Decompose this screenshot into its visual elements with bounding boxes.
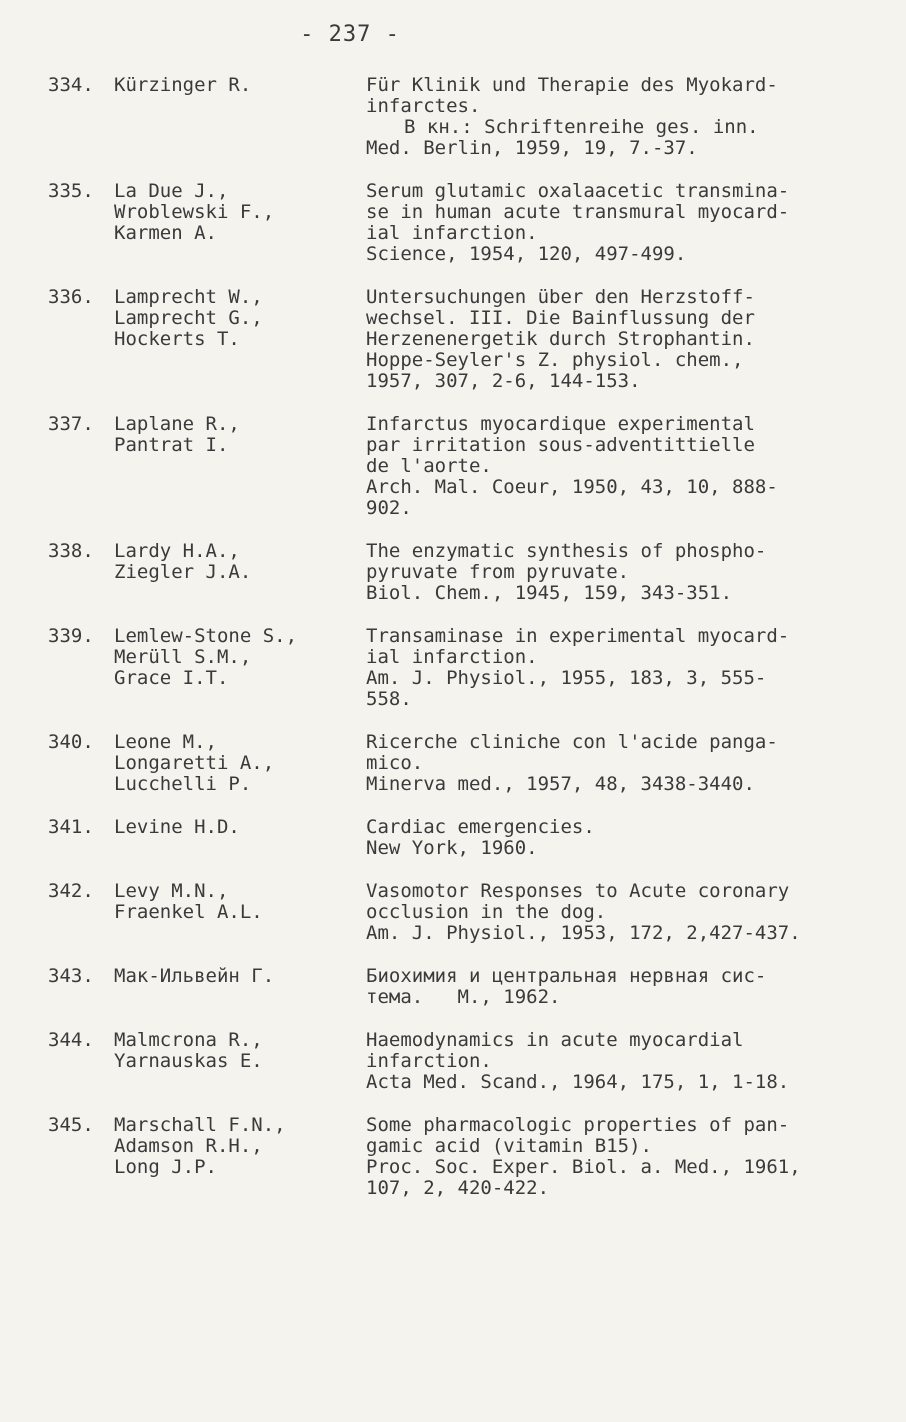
- reference-line: de l'aorte.: [366, 455, 492, 477]
- entry-number: 343.: [48, 965, 94, 987]
- author-name: Lamprecht G.,: [114, 307, 263, 329]
- reference-line: Science, 1954, 120, 497-499.: [366, 243, 687, 265]
- entry-number: 345.: [48, 1114, 94, 1136]
- reference-line: 902.: [366, 497, 412, 519]
- author-name: Fraenkel A.L.: [114, 901, 263, 923]
- reference-line: Minerva med., 1957, 48, 3438-3440.: [366, 773, 755, 795]
- bibliography-entry: [48, 966, 878, 1008]
- author-name: Lemlew-Stone S.,: [114, 625, 298, 647]
- author-name: Мак-Ильвейн Г.: [114, 965, 275, 987]
- entry-number: 340.: [48, 731, 94, 753]
- page-number: - 237 -: [300, 22, 400, 47]
- author-name: Grace I.T.: [114, 667, 229, 689]
- author-name: Merüll S.M.,: [114, 646, 252, 668]
- reference-line: ial infarction.: [366, 646, 538, 668]
- entry-authors: [114, 732, 366, 795]
- entry-reference: [366, 287, 866, 392]
- author-name: Levy M.N.,: [114, 880, 229, 902]
- entry-reference: [366, 966, 866, 1008]
- entry-authors: [114, 1030, 366, 1093]
- reference-line: 558.: [366, 688, 412, 710]
- author-name: Yarnauskas E.: [114, 1050, 263, 1072]
- reference-line: The enzymatic synthesis of phospho-: [366, 540, 767, 562]
- reference-line: Биохимия и центральная нервная сис-: [366, 965, 767, 987]
- entry-reference: [366, 1115, 866, 1199]
- entry-number: 339.: [48, 625, 94, 647]
- reference-line: ial infarction.: [366, 222, 538, 244]
- author-name: Malmcrona R.,: [114, 1029, 263, 1051]
- entry-number: 342.: [48, 880, 94, 902]
- entry-reference: [366, 1030, 866, 1093]
- author-name: Longaretti A.,: [114, 752, 275, 774]
- reference-line: Infarctus myocardique experimental: [366, 413, 755, 435]
- author-name: Kürzinger R.: [114, 74, 252, 96]
- author-name: Levine H.D.: [114, 816, 240, 838]
- reference-line: Am. J. Physiol., 1953, 172, 2,427-437.: [366, 922, 801, 944]
- bibliography-list: [48, 75, 878, 1221]
- entry-authors: [114, 966, 366, 1008]
- entry-reference: [366, 181, 866, 265]
- entry-authors: [114, 414, 366, 519]
- author-name: Laplane R.,: [114, 413, 240, 435]
- entry-authors: [114, 181, 366, 265]
- entry-number: 344.: [48, 1029, 94, 1051]
- bibliography-entry: [48, 1030, 878, 1093]
- reference-line: se in human acute transmural myocard-: [366, 201, 790, 223]
- reference-line: В кн.: Schriftenreihe ges. inn.: [404, 116, 759, 138]
- entry-number: 341.: [48, 816, 94, 838]
- reference-line: occlusion in the dog.: [366, 901, 607, 923]
- author-name: Hockerts T.: [114, 328, 240, 350]
- author-name: Leone M.,: [114, 731, 217, 753]
- entry-reference: [366, 732, 866, 795]
- bibliography-entry: [48, 541, 878, 604]
- bibliography-entry: [48, 287, 878, 392]
- entry-reference: [366, 817, 866, 859]
- entry-reference: [366, 626, 866, 710]
- bibliography-entry: [48, 817, 878, 859]
- author-name: Lucchelli P.: [114, 773, 252, 795]
- reference-line: Arch. Mal. Coeur, 1950, 43, 10, 888-: [366, 476, 778, 498]
- entry-authors: [114, 881, 366, 944]
- reference-line: Vasomotor Responses to Acute coronary: [366, 880, 790, 902]
- reference-line: wechsel. III. Die Bainflussung der: [366, 307, 755, 329]
- entry-reference: [366, 881, 866, 944]
- bibliography-entry: [48, 626, 878, 710]
- bibliography-entry: [48, 732, 878, 795]
- entry-authors: [114, 541, 366, 604]
- entry-number: 337.: [48, 413, 94, 435]
- entry-authors: [114, 287, 366, 392]
- entry-authors: [114, 1115, 366, 1199]
- reference-line: Ricerche cliniche con l'acide panga-: [366, 731, 778, 753]
- reference-line: Transaminase in experimental myocard-: [366, 625, 790, 647]
- reference-line: Hoppe-Seyler's Z. physiol. chem.,: [366, 349, 744, 371]
- entry-authors: [114, 75, 366, 159]
- reference-line: Für Klinik und Therapie des Myokard-: [366, 74, 778, 96]
- reference-line: Am. J. Physiol., 1955, 183, 3, 555-: [366, 667, 767, 689]
- reference-line: 107, 2, 420-422.: [366, 1177, 550, 1199]
- author-name: Wroblewski F.,: [114, 201, 275, 223]
- author-name: Marschall F.N.,: [114, 1114, 286, 1136]
- reference-line: Acta Med. Scand., 1964, 175, 1, 1-18.: [366, 1071, 790, 1093]
- entry-authors: [114, 817, 366, 859]
- reference-line: 1957, 307, 2-6, 144-153.: [366, 370, 641, 392]
- reference-line: infarctes.: [366, 95, 481, 117]
- reference-line: Haemodynamics in acute myocardial: [366, 1029, 744, 1051]
- entry-reference: [366, 75, 866, 159]
- bibliography-entry: [48, 1115, 878, 1199]
- reference-line: mico.: [366, 752, 424, 774]
- reference-line: par irritation sous-adventittielle: [366, 434, 755, 456]
- entry-reference: [366, 541, 866, 604]
- entry-authors: [114, 626, 366, 710]
- reference-line: Med. Berlin, 1959, 19, 7.-37.: [366, 137, 698, 159]
- reference-line: Proc. Soc. Exper. Biol. a. Med., 1961,: [366, 1156, 801, 1178]
- entry-number: 336.: [48, 286, 94, 308]
- reference-line: New York, 1960.: [366, 837, 538, 859]
- entry-number: 335.: [48, 180, 94, 202]
- reference-line: Untersuchungen über den Herzstoff-: [366, 286, 755, 308]
- bibliography-entry: [48, 414, 878, 519]
- reference-line: pyruvate from pyruvate.: [366, 561, 630, 583]
- author-name: Lamprecht W.,: [114, 286, 263, 308]
- author-name: Karmen A.: [114, 222, 217, 244]
- reference-line: Some pharmacologic properties of pan-: [366, 1114, 790, 1136]
- entry-number: 334.: [48, 74, 94, 96]
- author-name: Adamson R.H.,: [114, 1135, 263, 1157]
- reference-line: тема. М., 1962.: [366, 986, 561, 1008]
- author-name: Lardy H.A.,: [114, 540, 240, 562]
- reference-line: infarction.: [366, 1050, 492, 1072]
- author-name: Long J.P.: [114, 1156, 217, 1178]
- author-name: Ziegler J.A.: [114, 561, 252, 583]
- reference-line: Serum glutamic oxalaacetic transmina-: [366, 180, 790, 202]
- entry-number: 338.: [48, 540, 94, 562]
- author-name: Pantrat I.: [114, 434, 229, 456]
- bibliography-entry: [48, 181, 878, 265]
- reference-line: Cardiac emergencies.: [366, 816, 595, 838]
- bibliography-entry: [48, 881, 878, 944]
- reference-line: gamic acid (vitamin B15).: [366, 1135, 652, 1157]
- bibliography-entry: [48, 75, 878, 159]
- author-name: La Due J.,: [114, 180, 229, 202]
- reference-line: Biol. Chem., 1945, 159, 343-351.: [366, 582, 733, 604]
- reference-line: Herzenenergetik durch Strophantin.: [366, 328, 755, 350]
- entry-reference: [366, 414, 866, 519]
